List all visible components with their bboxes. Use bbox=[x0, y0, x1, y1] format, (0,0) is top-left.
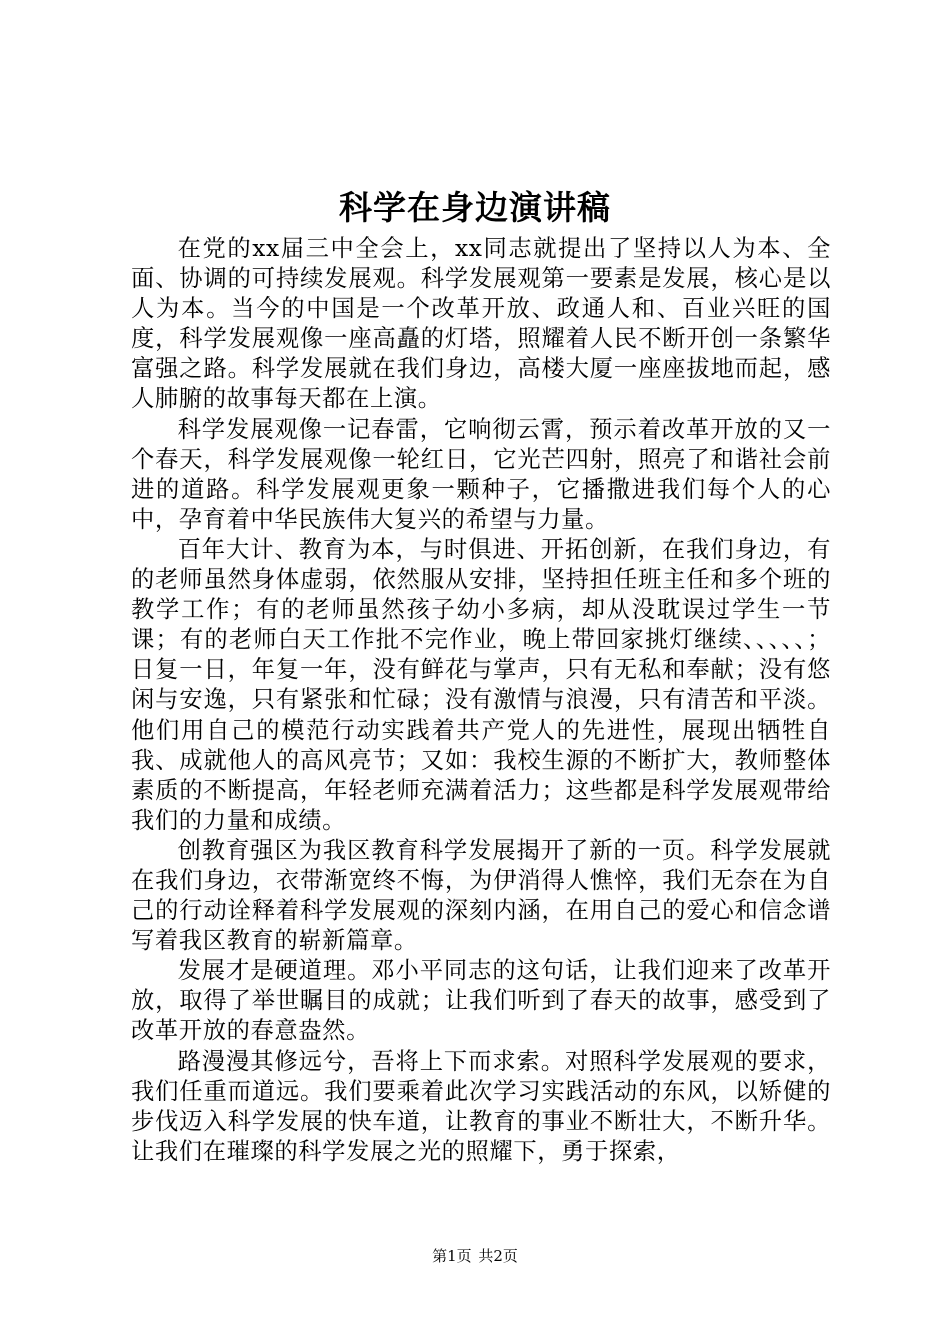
paragraph-2: 科学发展观像一记春雷，它响彻云霄，预示着改革开放的又一个春天，科学发展观像一轮红日，它光芒四射，照亮了和谐社会前进的道路。科学发展观更象一颗种子，它播撒进我们每个人的心中，孕育着中华民族伟大复兴的希望与力量。 bbox=[131, 415, 831, 533]
page-total: 共2页 bbox=[478, 1247, 518, 1265]
paragraph-3: 百年大计、教育为本，与时俱进、开拓创新，在我们身边，有的老师虽然身体虚弱，依然服从安排，坚持担任班主任和多个班的教学工作；有的老师虽然孩子幼小多病，却从没耽误过学生一节课；有的老师白天工作批不完作业，晚上带回家挑灯继续、、、、、；日复一日，年复一年，没有鲜花与掌声，只有无私和奉献；没有悠闲与安逸，只有紧张和忙碌；没有激情与浪漫，只有清苦和平淡。他们用自己的模范行动实践着共产党人的先进性，展现出牺牲自我、成就他人的高风亮节；又如：我校生源的不断扩大，教师整体素质的不断提高，年轻老师充满着活力；这些都是科学发展观带给我们的力量和成绩。 bbox=[131, 535, 831, 834]
paragraph-4: 创教育强区为我区教育科学发展揭开了新的一页。科学发展就在我们身边，衣带渐宽终不悔，为伊消得人憔悴，我们无奈在为自己的行动诠释着科学发展观的深刻内涵，在用自己的爱心和信念谱写着我区教育的崭新篇章。 bbox=[131, 836, 831, 955]
paragraph-6: 路漫漫其修远兮，吾将上下而求索。对照科学发展观的要求，我们任重而道远。我们要乘着此次学习实践活动的东风，以矫健的步伐迈入科学发展的快车道，让教育的事业不断壮大，不断升华。让我们在璀璨的科学发展之光的照耀下，勇于探索， bbox=[131, 1047, 831, 1165]
paragraph-1: 在党的xx届三中全会上，xx同志就提出了坚持以人为本、全面、协调的可持续发展观。科学发展观第一要素是发展，核心是以人为本。当今的中国是一个改革开放、政通人和、百业兴旺的国度，科学发展观像一座高矗的灯塔，照耀着人民不断开创一条繁华富强之路。科学发展就在我们身边，高楼大厦一座座拔地而起，感人肺腑的故事每天都在上演。 bbox=[131, 235, 831, 413]
document-body bbox=[131, 234, 831, 1167]
document-title: 科学在身边演讲稿 bbox=[339, 188, 611, 227]
page-footer bbox=[0, 1246, 950, 1266]
paragraph-5: 发展才是硬道理。邓小平同志的这句话，让我们迎来了改革开放，取得了举世瞩目的成就；让我们听到了春天的故事，感受到了改革开放的春意盎然。 bbox=[131, 957, 831, 1045]
page-number: 第1页 bbox=[432, 1247, 472, 1265]
